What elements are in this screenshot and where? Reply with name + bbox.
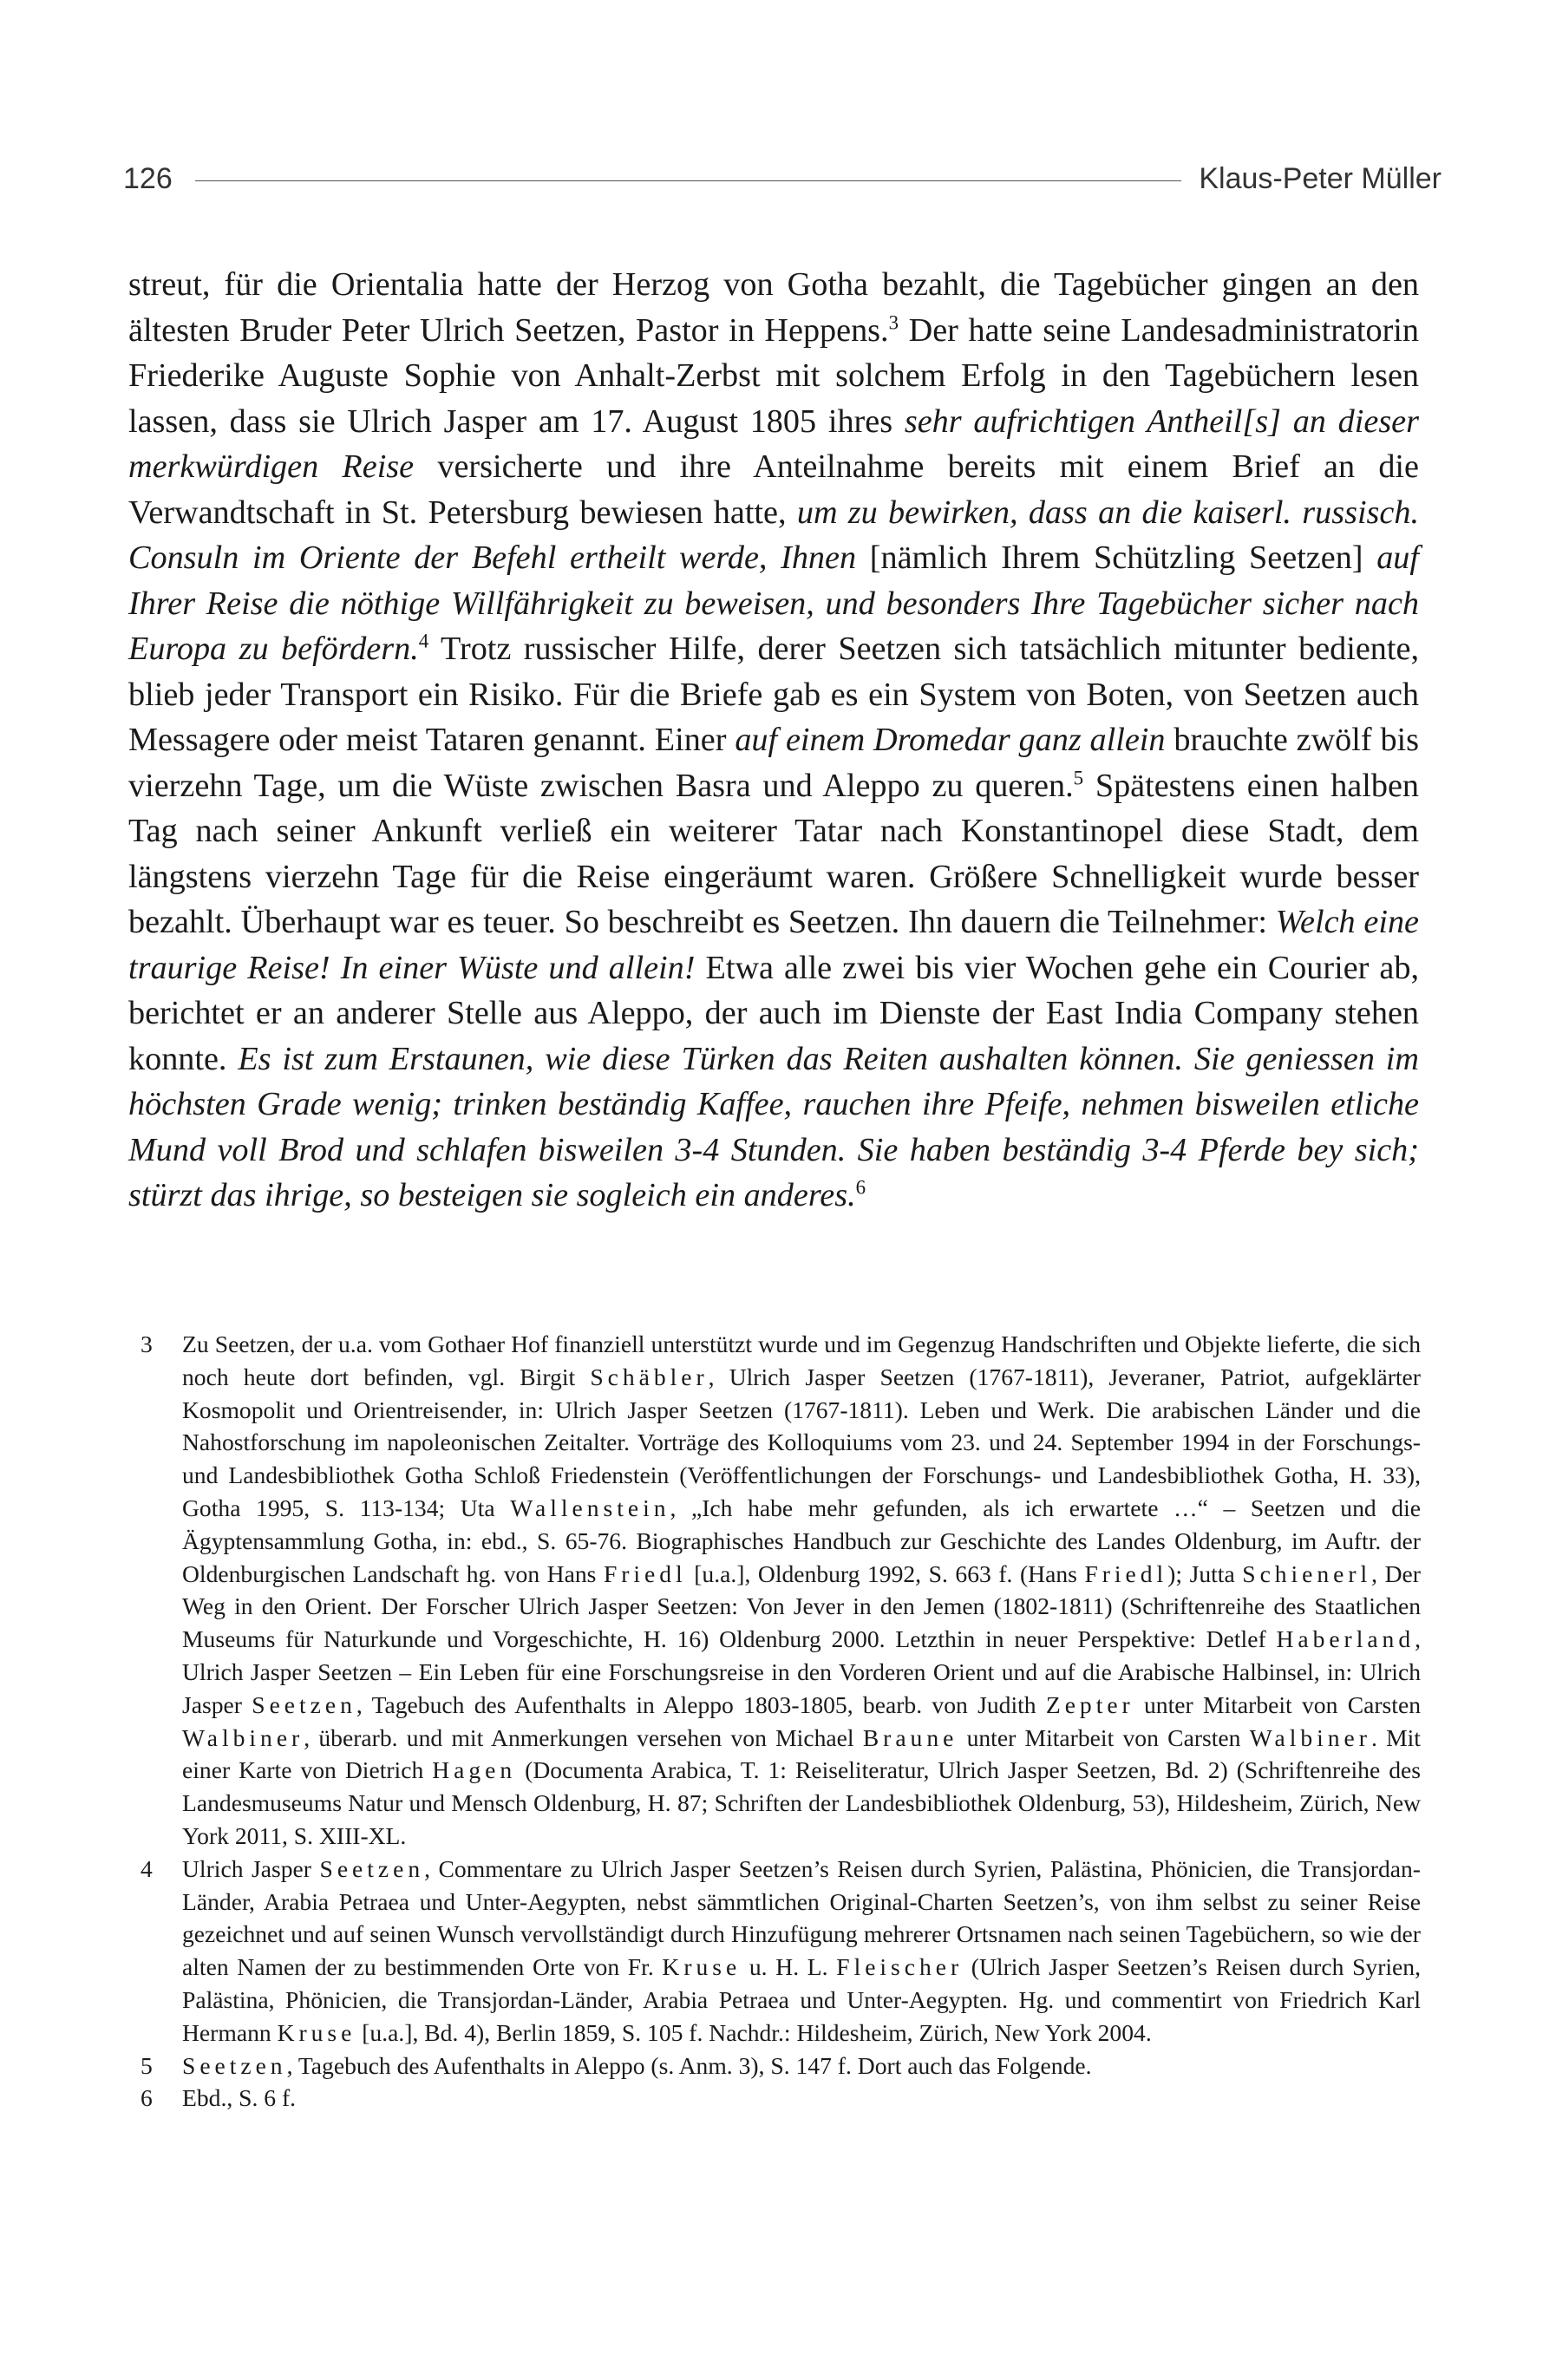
fn-span: unter Mitarbeit von Carsten [1134, 1690, 1422, 1718]
main-text [128, 262, 1419, 1219]
quotation: Es ist zum Erstaunen, wie diese Türken das Reiten aushalten können. Sie geniessen im höchsten Grade wenig; trinken beständig Kaffee, rauchen ihre Pfeife, nehmen bisweilen etliche Mund voll Brod und schlafen bisweilen 3-4 Stunden. Sie haben beständig 3-4 Pferde bey sich; stürzt das ihrige, so besteigen sie sogleich ein anderes. [128, 1040, 1419, 1213]
body-text-span: Der hatte seine Landesadministratorin Friederike Auguste Sophie von Anhalt-Zerbst mit solchem Erfolg in den Tagebüchern lesen lassen, dass sie Ulrich Jasper am 17. August 1805 ihres [128, 311, 1419, 440]
author-name: Seetzen [252, 1690, 356, 1718]
fn-span: (Documenta Arabica, T. 1: Reiseliteratur, Ulrich Jasper Seetzen, Bd. 2) (Schriftenreihe des Landesmuseums Natur und Mensch Oldenburg, H. 87; Schriften der Landesbibliothek Oldenburg, 53), Hildesheim, Zürich, New York 2011, S. XIII-XL. [182, 1756, 1421, 1849]
footnote-ref: 6 [855, 1176, 866, 1199]
fn-span: , überarb. und mit Anmerkungen versehen von Michael [304, 1723, 863, 1751]
author-name: Braune [862, 1723, 958, 1751]
footnote-4 [128, 1853, 1421, 2050]
footnote-number: 6 [141, 2084, 153, 2112]
fn-span: u. H. L. [741, 1953, 837, 1981]
fn-span: , Ulrich Jasper Seetzen (1767-1811), Jeveraner, Patriot, aufgeklärter Kosmopolit und Orientreisender, in: Ulrich Jasper Seetzen (1767-1811). Leben und Werk. Die arabischen Länder und die Nahostforschung im napoleonischen Zeitalter. Vorträge des Kolloquiums vom 23. und 24. September 1994 in der Forschungs- und Landesbibliothek Gotha Schloß Friedenstein (Veröffentlichungen der Forschungs- und Landesbibliothek Gotha, H. 33), Gotha 1995, S. 113-134; Uta [182, 1363, 1421, 1521]
body-text-span: Spätestens einen halben Tag nach seiner Ankunft verließ ein weiterer Tatar nach Konstantinopel diese Stadt, dem längstens vierzehn Tage für die Reise eingeräumt waren. Größere Schnelligkeit wurde besser bezahlt. Überhaupt war es teuer. So beschreibt es Seetzen. Ihn dauern die Teilnehmer: [128, 767, 1419, 940]
fn-span: unter Mitarbeit von Carsten [958, 1723, 1250, 1751]
fn-span: (Ulrich Jasper Seetzen’s Reisen durch Syrien, Palästina, Phönicien, die Transjordan-Länder, Arabia Petraea und Unter-Aegypten. Hg. und commentirt von Friedrich Karl Hermann [182, 1953, 1422, 2046]
author-name: Friedl [1084, 1559, 1168, 1587]
footnote-text [182, 1853, 1421, 2050]
fn-span: ); Jutta [1167, 1559, 1243, 1587]
author-name: Haberland [1276, 1625, 1415, 1653]
fn-span: . Mit einer Karte von Dietrich [182, 1723, 1421, 1784]
footnote-number: 3 [141, 1331, 153, 1357]
author-name: Friedl [603, 1559, 687, 1587]
fn-span: Zu Seetzen, der u.a. vom Gothaer Hof finanziell unterstützt wurde und im Gegenzug Handschriften und Objekte lieferte, die sich noch heute dort befinden, vgl. Birgit [182, 1331, 1421, 1390]
author-name: Hagen [432, 1756, 517, 1784]
page-header [123, 153, 1442, 205]
fn-span: , „Ich habe mehr gefunden, als ich erwartete …“ – Seetzen und die Ägyptensammlung Gotha, in: ebd., S. 65-76. Biographisches Handbuch zur Geschichte des Landes Oldenburg, im Auftr. der Oldenburgischen Landschaft hg. von Hans [182, 1494, 1421, 1587]
footnote-5 [128, 2050, 1421, 2082]
author-name: Seetzen [319, 1854, 425, 1882]
footnotes [128, 1328, 1421, 2115]
footnote-text [182, 2050, 1421, 2082]
body-text-span: brauchte zwölf bis vierzehn Tage, um die Wüste zwischen Basra und Aleppo zu queren. [128, 722, 1420, 804]
fn-span: , Der Weg in den Orient. Der Forscher Ulrich Jasper Seetzen: Von Jever in den Jemen (1802-1811) (Schriftenreihe des Staatlichen Museums für Naturkunde und Vorgeschichte, H. 16) Oldenburg 2000. Letzthin in neuer Perspektive: Detlef [182, 1559, 1421, 1653]
fn-span: Ulrich Jasper [182, 1854, 320, 1882]
fn-span: , Commentare zu Ulrich Jasper Seetzen’s Reisen durch Syrien, Palästina, Phönicien, die Transjordan-Länder, Arabia Petraea und Unter-Aegypten, nebst sämmtlichen Original-Charten Seetzen’s, von ihm selbst zu seiner Reise gezeichnet und auf seinen Wunsch vervollständigt durch Hinzufügung mehrerer Ortsnamen nach seinen Tagebüchern, so wie der alten Namen der zu bestimmenden Orte von Fr. [182, 1854, 1421, 1981]
quotation: sehr aufrichtigen Antheil[s] an dieser merkwürdigen Reise [128, 402, 1419, 485]
fn-span: , Tagebuch des Aufenthalts in Aleppo (s. Anm. 3), S. 147 f. Dort auch das Folgende. [286, 2051, 1092, 2079]
footnote-3 [128, 1328, 1421, 1853]
quotation: auf einem Dromedar ganz allein [735, 722, 1166, 758]
author-name: Zepter [1045, 1690, 1134, 1718]
fn-span: , Ulrich Jasper Seetzen – Ein Leben für eine Forschungsreise in den Vorderen Orient und auf die Arabische Halbinsel, in: Ulrich Jasper [182, 1625, 1421, 1718]
author-name: Wallenstein [510, 1494, 670, 1521]
running-head: Klaus-Peter Müller [1199, 161, 1442, 195]
fn-span: [u.a.], Bd. 4), Berlin 1859, S. 105 f. Nachdr.: Hildesheim, Zürich, New York 2004. [356, 2018, 1152, 2046]
fn-span: Ebd., S. 6 f. [182, 2084, 297, 2112]
footnote-ref: 5 [1073, 766, 1084, 788]
fn-span: , Tagebuch des Aufenthalts in Aleppo 1803-1805, bearb. von Judith [356, 1690, 1046, 1718]
body-text-span: Trotz russischer Hilfe, derer Seetzen sich tatsächlich mitunter bediente, blieb jeder Transport ein Risiko. Für die Briefe gab es ein System von Boten, von Seetzen auch Messagere oder meist Tataren genannt. Einer [128, 631, 1419, 758]
footnote-ref: 3 [888, 311, 899, 333]
body-text-span: streut, für die Orientalia hatte der Herzog von Gotha bezahlt, die Tagebücher gingen an den ältesten Bruder Peter Ulrich Seetzen, Pastor in Heppens. [128, 266, 1419, 349]
footnote-ref: 4 [418, 630, 429, 652]
footnote-text [182, 1328, 1421, 1853]
author-name: Seetzen [182, 2051, 287, 2079]
fn-span: [u.a.], Oldenburg 1992, S. 663 f. (Hans [686, 1559, 1085, 1587]
author-name: Schäbler [590, 1363, 709, 1390]
author-name: Kruse [662, 1953, 742, 1981]
footnote-number: 4 [141, 1854, 153, 1882]
footnote-6 [128, 2082, 1421, 2115]
body-paragraph [128, 262, 1419, 1219]
quotation: Welch eine traurige Reise! In einer Wüste und allein! [128, 904, 1420, 986]
quotation: auf Ihrer Reise die nöthige Willfährigkeit zu beweisen, und besonders Ihre Tagebücher sicher nach Europa zu befördern. [128, 539, 1420, 667]
body-text-span: versicherte und ihre Anteilnahme bereits mit einem Brief an die Verwandtschaft in St. Petersburg bewiesen hatte, [128, 448, 1419, 531]
footnote-text [182, 2082, 1421, 2115]
author-name: Schienerl [1242, 1559, 1372, 1587]
author-name: Walbiner [1249, 1723, 1371, 1751]
author-name: Fleischer [836, 1953, 964, 1981]
page-number: 126 [123, 161, 173, 195]
author-name: Walbiner [182, 1723, 304, 1751]
footnote-number: 5 [141, 2051, 153, 2079]
quotation: um zu bewirken, dass an die kaiserl. russisch. Consuln im Oriente der Befehl ertheilt werde, Ihnen [128, 494, 1419, 576]
body-text-span: [nämlich Ihrem Schützling Seetzen] [856, 539, 1377, 576]
body-text-span: Etwa alle zwei bis vier Wochen gehe ein Courier ab, berichtet er an anderer Stelle aus Aleppo, der auch im Dienste der East India Company stehen konnte. [128, 949, 1419, 1077]
author-name: Kruse [277, 2018, 356, 2046]
header-rule [195, 180, 1182, 181]
